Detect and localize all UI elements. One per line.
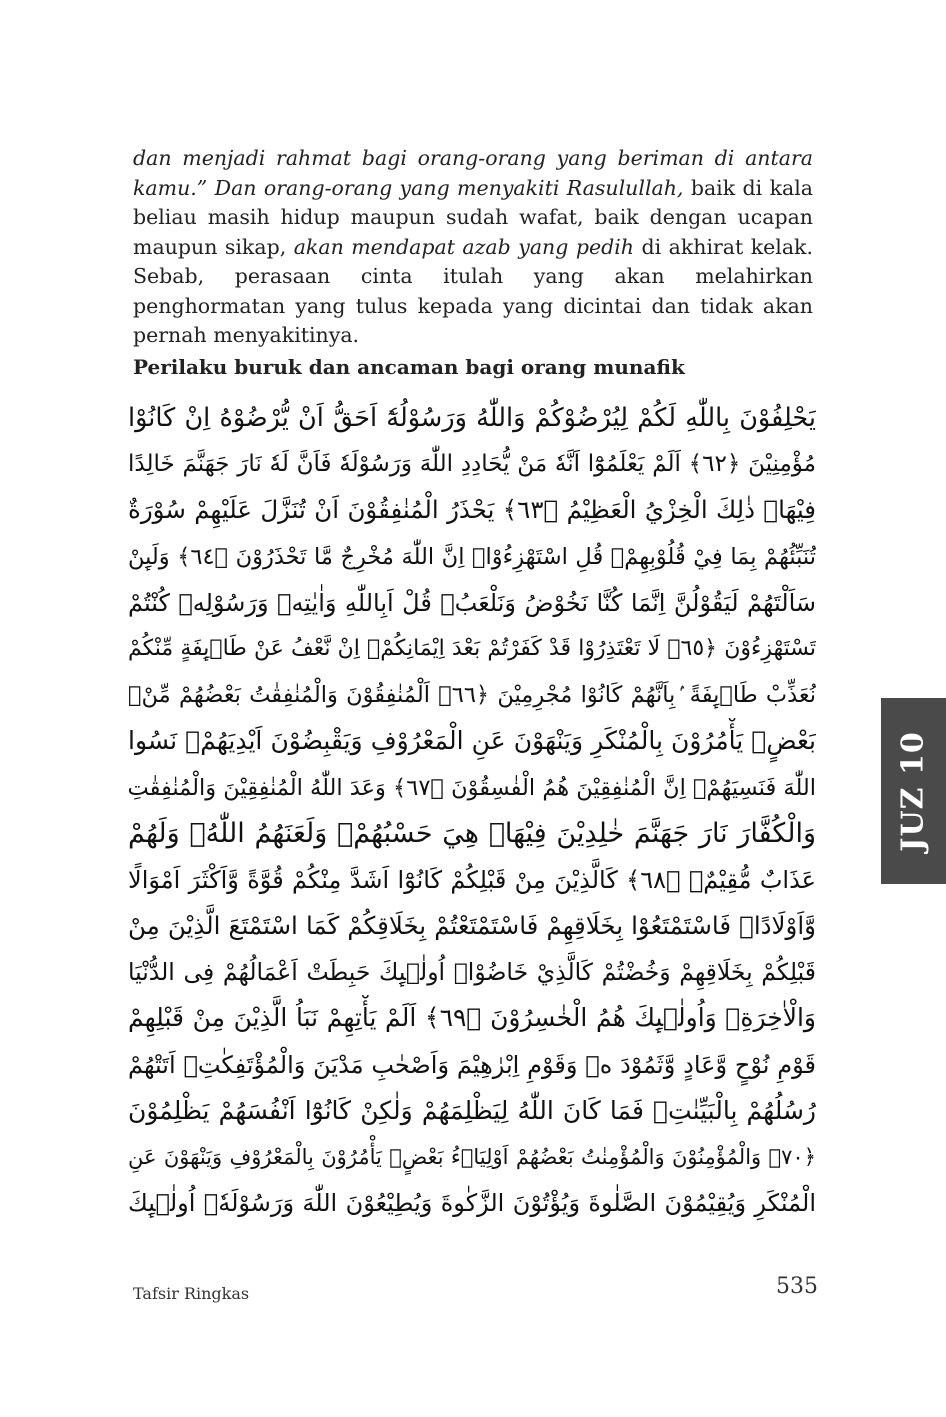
arabic-verses bbox=[128, 395, 816, 1225]
juz-label: JUZ 10 bbox=[896, 730, 932, 852]
arabic-line: ﴿٧٠﴾ وَالْمُؤْمِنُوْنَ وَالْمُؤْمِنٰتُ بَعْضُهُمْ اَوْلِيَاۤءُ بَعْضٍۘ يَأْمُرُوْنَ بِالْمَعْرُوْفِ وَيَنْهَوْنَ عَنِ bbox=[128, 1145, 816, 1169]
arabic-line: وَالْكُفَّارَ نَارَ جَهَنَّمَ خٰلِدِيْنَ فِيْهَاۗ هِيَ حَسْبُهُمْۚ وَلَعَنَهُمُ اللّٰهُۚ وَلَهُمْ bbox=[128, 817, 816, 849]
arabic-line: وَالْاٰخِرَةِۚ وَاُولٰۤىِٕكَ هُمُ الْخٰسِرُوْنَ ﴿٦٩﴾ اَلَمْ يَأْتِهِمْ نَبَاُ الَّذِيْنَ مِنْ قَبْلِهِمْ bbox=[128, 1003, 816, 1033]
intro-text-4: di akhirat kelak. Sebab, perasaan cinta itulah yang akan melahirkan penghormatan yang tulus kepada yang dicintai dan tidak akan pernah menyakitinya. bbox=[133, 234, 814, 347]
arabic-line: نُعَذِّبْ طَاۤىِٕفَةً ۢبِاَنَّهُمْ كَانُوْا مُجْرِمِيْنَ ﴿٦٦﴾ اَلْمُنٰفِقُوْنَ وَالْمُنٰفِقٰتُ بَعْضُهُمْ مِّنْۢ bbox=[128, 682, 816, 709]
arabic-line: رُسُلُهُمْ بِالْبَيِّنٰتِۚ فَمَا كَانَ اللّٰهُ لِيَظْلِمَهُمْ وَلٰكِنْ كَانُوْٓا اَنْفُسَهُمْ يَظْلِمُوْنَ bbox=[128, 1095, 816, 1125]
intro-paragraph bbox=[133, 144, 813, 351]
arabic-line: تَسْتَهْزِءُوْنَ ﴿٦٥﴾ لَا تَعْتَذِرُوْا قَدْ كَفَرْتُمْ بَعْدَ اِيْمَانِكُمْۗ اِنْ نَّعْفُ عَنْ طَاۤىِٕفَةٍ مِّنْكُمْ bbox=[128, 635, 816, 661]
arabic-line: تُنَبِّئُهُمْ بِمَا فِيْ قُلُوْبِهِمْۗ قُلِ اسْتَهْزِءُوْاۚ اِنَّ اللّٰهَ مُخْرِجٌ مَّا تَحْذَرُوْنَ ﴿٦٤﴾ وَلَىِٕنْ bbox=[128, 543, 816, 570]
arabic-line: عَذَابٌ مُّقِيْمٌۙ ﴿٦٨﴾ كَالَّذِيْنَ مِنْ قَبْلِكُمْ كَانُوْٓا اَشَدَّ مِنْكُمْ قُوَّةً وَّاَكْثَرَ اَمْوَالًا bbox=[128, 865, 816, 894]
footer-book-title: Tafsir Ringkas bbox=[133, 1284, 250, 1303]
arabic-line: سَاَلْتَهُمْ لَيَقُوْلُنَّ اِنَّمَا كُنَّا نَخُوْضُ وَنَلْعَبُۗ قُلْ اَبِاللّٰهِ وَاٰيٰتِهٖ وَرَسُوْلِهٖ كُنْتُمْ bbox=[128, 588, 816, 617]
juz-side-tab bbox=[881, 698, 946, 884]
arabic-line: فِيْهَاۗ ذٰلِكَ الْخِزْيُ الْعَظِيْمُ ﴿٦٣﴾ يَحْذَرُ الْمُنٰفِقُوْنَ اَنْ تُنَزَّلَ عَلَيْهِمْ سُوْرَةٌ bbox=[128, 495, 816, 525]
intro-italic-3: akan mendapat azab yang pedih bbox=[293, 234, 634, 259]
arabic-line: الْمُنْكَرِ وَيُقِيْمُوْنَ الصَّلٰوةَ وَيُؤْتُوْنَ الزَّكٰوةَ وَيُطِيْعُوْنَ اللّٰهَ وَرَسُوْلَهٗۗ اُولٰۤىِٕكَ bbox=[128, 1189, 816, 1218]
arabic-line: قَبْلِكُمْ بِخَلَاقِهِمْ وَخُضْتُمْ كَالَّذِيْ خَاضُوْاۗ اُولٰۤىِٕكَ حَبِطَتْ اَعْمَالُهُمْ فِى الدُّنْيَا bbox=[128, 958, 816, 987]
arabic-line: وَّاَوْلَادًاۗ فَاسْتَمْتَعُوْا بِخَلَاقِهِمْ فَاسْتَمْتَعْتُمْ بِخَلَاقِكُمْ كَمَا اسْتَمْتَعَ الَّذِيْنَ مِنْ bbox=[128, 911, 816, 941]
section-heading: Perilaku buruk dan ancaman bagi orang munafik bbox=[133, 355, 685, 379]
arabic-line: اللّٰهَ فَنَسِيَهُمْۗ اِنَّ الْمُنٰفِقِيْنَ هُمُ الْفٰسِقُوْنَ ﴿٦٧﴾ وَعَدَ اللّٰهُ الْمُنٰفِقِيْنَ وَالْمُنٰفِقٰتِ bbox=[128, 774, 816, 801]
intro-italic-1: dan menjadi rahmat bagi orang-orang yang beriman di antara kamu.” Dan orang-orang yang menyakiti Rasulullah, bbox=[133, 146, 813, 200]
arabic-line: قَوْمِ نُوْحٍ وَّعَادٍ وَّثَمُوْدَ ەۙ وَقَوْمِ اِبْرٰهِيْمَ وَاَصْحٰبِ مَدْيَنَ وَالْمُؤْتَفِكٰتِۗ اَتَتْهُمْ bbox=[128, 1050, 816, 1079]
intro-text-2: baik di kala beliau masih hidup maupun sudah wafat, baik dengan ucapan maupun sikap, bbox=[133, 175, 813, 259]
footer-page-number: 535 bbox=[776, 1274, 818, 1299]
arabic-line: يَحْلِفُوْنَ بِاللّٰهِ لَكُمْ لِيُرْضُوْكُمْ وَاللّٰهُ وَرَسُوْلُهٗٓ اَحَقُّ اَنْ يُّرْضُوْهُ اِنْ كَانُوْا bbox=[128, 403, 816, 433]
arabic-line: بَعْضٍۘ يَأْمُرُوْنَ بِالْمُنْكَرِ وَيَنْهَوْنَ عَنِ الْمَعْرُوْفِ وَيَقْبِضُوْنَ اَيْدِيَهُمْۗ نَسُوا bbox=[128, 726, 816, 756]
arabic-line: مُؤْمِنِيْنَ ﴿٦٢﴾ اَلَمْ يَعْلَمُوْٓا اَنَّهٗ مَنْ يُّحَادِدِ اللّٰهَ وَرَسُوْلَهٗ فَاَنَّ لَهٗ نَارَ جَهَنَّمَ خَالِدًا bbox=[128, 451, 816, 478]
